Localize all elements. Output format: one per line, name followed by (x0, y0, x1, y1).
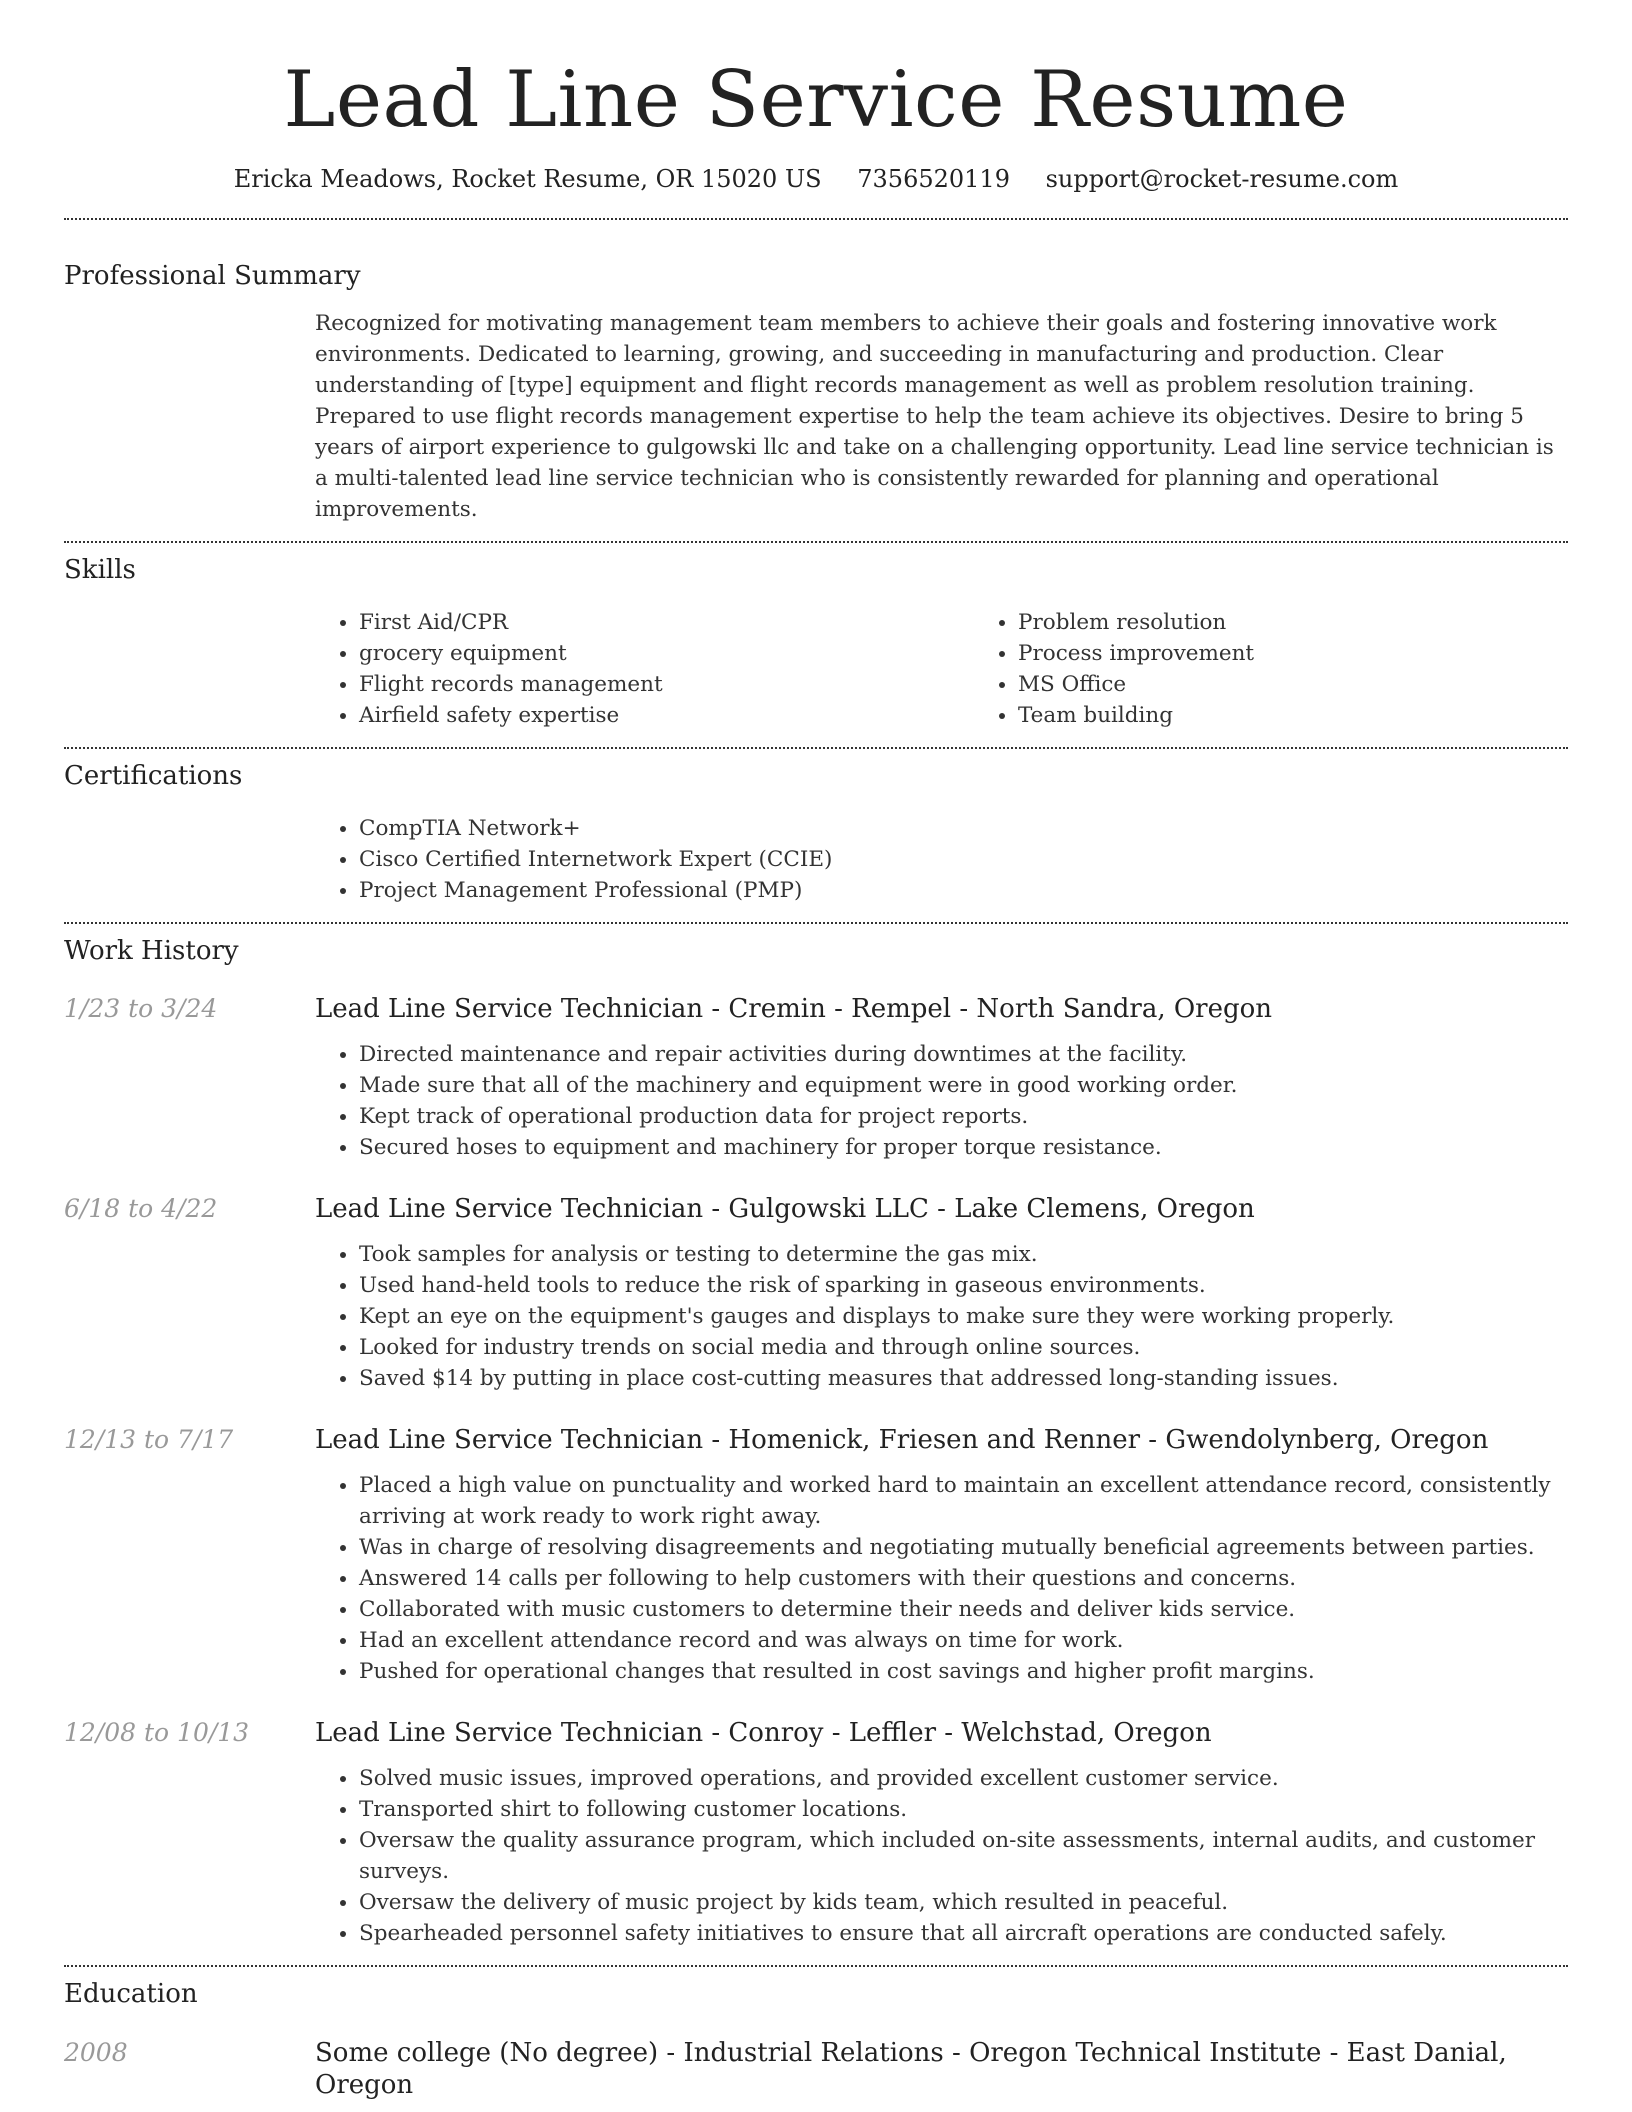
certifications-heading: Certifications (64, 761, 243, 791)
job-bullet: • Used hand-held tools to reduce the risk of sparking in gaseous environments. (359, 1270, 1568, 1301)
skills-left-column (315, 607, 974, 731)
skill-item: • Process improvement (1018, 638, 1632, 669)
skills-heading: Skills (64, 555, 136, 585)
skill-item: • Flight records management (359, 669, 974, 700)
contact-phone: 7356520119 (857, 165, 1010, 193)
education-title: Some college (No degree) - Industrial Relations - Oregon Technical Institute - East Danial, Oregon (315, 2038, 1507, 2100)
contact-email: support@rocket-resume.com (1045, 165, 1399, 193)
work-history-heading: Work History (64, 936, 239, 966)
job-bullets (315, 1039, 1568, 1163)
divider (64, 218, 1568, 220)
job-bullet: • Placed a high value on punctuality and worked hard to maintain an excellent attendance record, consistently arriving at work ready to work right away. (359, 1470, 1568, 1532)
job-bullet: • Kept an eye on the equipment's gauges and displays to make sure they were working properly. (359, 1301, 1568, 1332)
job-date: 6/18 to 4/22 (64, 1194, 218, 1223)
contact-address: Ericka Meadows, Rocket Resume, OR 15020 US (233, 165, 822, 193)
job-title: Lead Line Service Technician - Homenick, Friesen and Renner - Gwendolynberg, Oregon (315, 1425, 1489, 1455)
certification-item: • Cisco Certified Internetwork Expert (CCIE) (359, 844, 1568, 875)
job-bullet: • Answered 14 calls per following to help customers with their questions and concerns. (359, 1563, 1568, 1594)
summary-heading: Professional Summary (64, 261, 361, 291)
skill-item: • Problem resolution (1018, 607, 1632, 638)
job-bullet: • Had an excellent attendance record and was always on time for work. (359, 1625, 1568, 1656)
job-bullet: • Was in charge of resolving disagreements and negotiating mutually beneficial agreements between parties. (359, 1532, 1568, 1563)
work-history-section (64, 935, 1568, 1949)
certification-item: • CompTIA Network+ (359, 813, 1568, 844)
skill-item: • Airfield safety expertise (359, 700, 974, 731)
education-entry (64, 2037, 1568, 2101)
job-entry (64, 1424, 1568, 1687)
divider (64, 922, 1568, 924)
job-bullet: • Transported shirt to following customer locations. (359, 1794, 1568, 1825)
certification-item: • Project Management Professional (PMP) (359, 875, 1568, 906)
summary-text: Recognized for motivating management team members to achieve their goals and fostering innovative work environments. Dedicated to learning, growing, and succeeding in manufacturing and production. Clear understanding of [type] equipment and flight records management as well as problem resolution training. Prepared to use flight records management expertise to help the team achieve its objectives. Desire to bring 5 years of airport experience to gulgowski llc and take on a challenging opportunity. Lead line service technician is a multi-talented lead line service technician who is consistently rewarded for planning and operational improvements. (315, 311, 1554, 522)
job-bullets (315, 1239, 1568, 1394)
job-bullet: • Collaborated with music customers to determine their needs and deliver kids service. (359, 1594, 1568, 1625)
job-bullet: • Looked for industry trends on social media and through online sources. (359, 1332, 1568, 1363)
job-bullets (315, 1763, 1568, 1949)
skill-item: • MS Office (1018, 669, 1632, 700)
education-section (64, 1978, 1568, 2101)
job-title: Lead Line Service Technician - Gulgowski LLC - Lake Clemens, Oregon (315, 1194, 1255, 1224)
job-bullet: • Took samples for analysis or testing to determine the gas mix. (359, 1239, 1568, 1270)
divider (64, 1965, 1568, 1967)
resume-page (64, 0, 1568, 2101)
skill-item: • grocery equipment (359, 638, 974, 669)
summary-section (64, 260, 1568, 525)
job-bullet: • Spearheaded personnel safety initiatives to ensure that all aircraft operations are conducted safely. (359, 1918, 1568, 1949)
skill-item: • Team building (1018, 700, 1632, 731)
education-date: 2008 (64, 2038, 128, 2067)
job-date: 1/23 to 3/24 (64, 994, 218, 1023)
resume-title: Lead Line Service Resume (283, 55, 1349, 145)
job-bullet: • Saved $14 by putting in place cost-cutting measures that addressed long-standing issues. (359, 1363, 1568, 1394)
job-bullets (315, 1470, 1568, 1687)
job-bullet: • Oversaw the delivery of music project by kids team, which resulted in peaceful. (359, 1887, 1568, 1918)
contact-info (64, 164, 1568, 194)
job-bullet: • Pushed for operational changes that resulted in cost savings and higher profit margins. (359, 1656, 1568, 1687)
job-bullet: • Made sure that all of the machinery and equipment were in good working order. (359, 1070, 1568, 1101)
job-entry (64, 993, 1568, 1163)
skills-list (315, 607, 1568, 731)
job-bullet: • Secured hoses to equipment and machinery for proper torque resistance. (359, 1132, 1568, 1163)
certifications-section (64, 760, 1568, 906)
skill-item: • First Aid/CPR (359, 607, 974, 638)
job-bullet: • Oversaw the quality assurance program, which included on-site assessments, internal audits, and customer surveys. (359, 1825, 1568, 1887)
skills-right-column (974, 607, 1632, 731)
certifications-list (315, 813, 1568, 906)
job-bullet: • Solved music issues, improved operations, and provided excellent customer service. (359, 1763, 1568, 1794)
job-entry (64, 1717, 1568, 1949)
job-title: Lead Line Service Technician - Cremin - Rempel - North Sandra, Oregon (315, 994, 1273, 1024)
job-bullet: • Directed maintenance and repair activities during downtimes at the facility. (359, 1039, 1568, 1070)
divider (64, 747, 1568, 749)
divider (64, 541, 1568, 543)
job-bullet: • Kept track of operational production data for project reports. (359, 1101, 1568, 1132)
job-title: Lead Line Service Technician - Conroy - Leffler - Welchstad, Oregon (315, 1718, 1212, 1748)
education-heading: Education (64, 1979, 198, 2009)
job-date: 12/13 to 7/17 (64, 1425, 234, 1454)
job-entry (64, 1193, 1568, 1394)
job-date: 12/08 to 10/13 (64, 1718, 250, 1747)
skills-section (64, 554, 1568, 731)
